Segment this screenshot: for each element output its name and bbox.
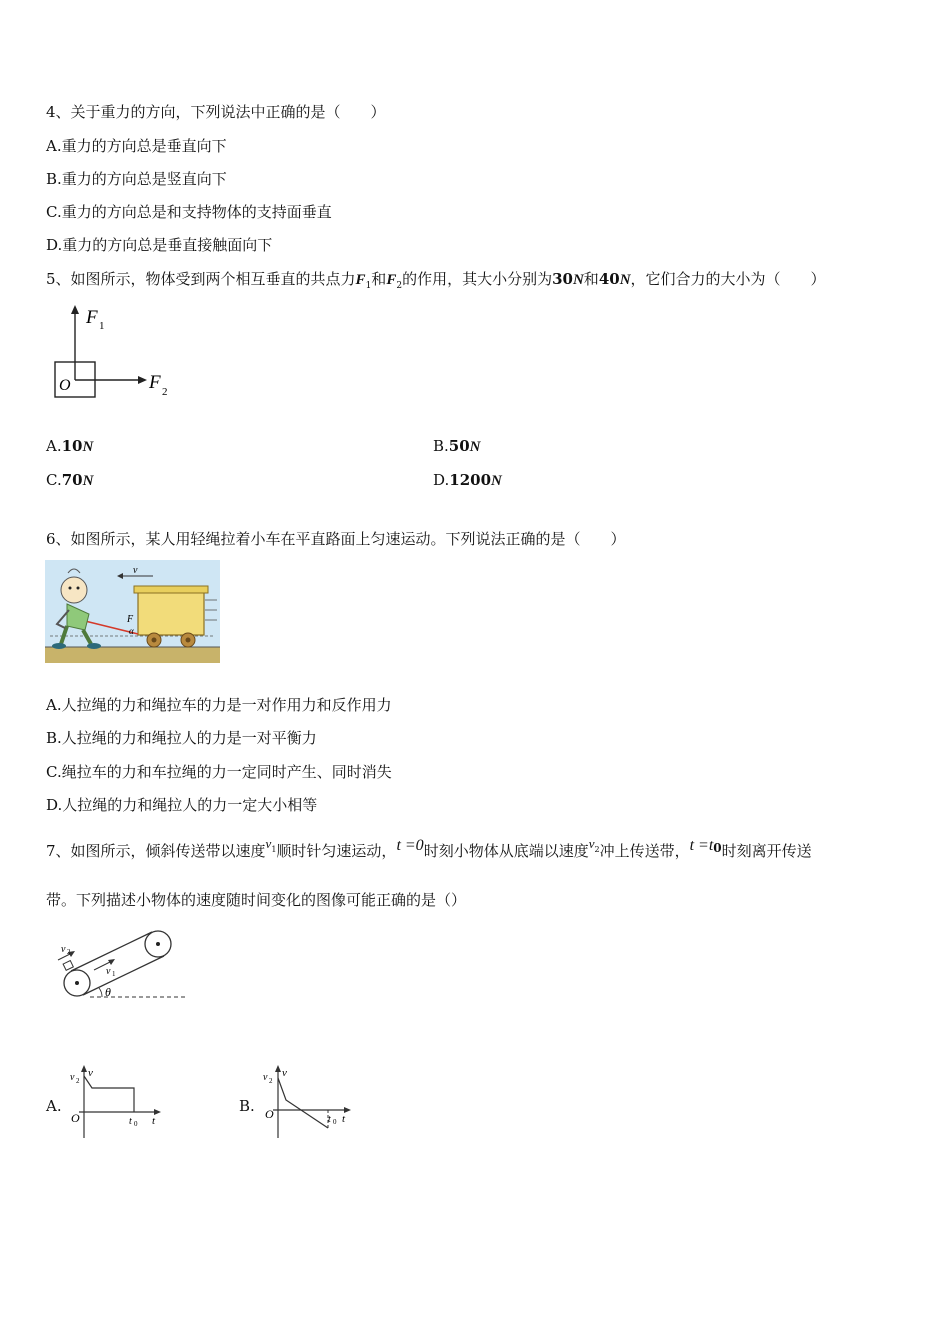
q7-fig-v1: v — [106, 966, 111, 977]
svg-text:0: 0 — [333, 1118, 337, 1126]
q7-conveyor-diagram — [50, 926, 190, 1006]
q5-option-b: B.50N — [433, 437, 481, 455]
q7-graph-a — [64, 1060, 174, 1142]
svg-text:v: v — [70, 1072, 75, 1083]
svg-text:t: t — [328, 1114, 331, 1125]
q5-fig-f2: F — [149, 372, 161, 393]
svg-text:O: O — [265, 1107, 274, 1121]
q6-cart-illustration — [45, 560, 220, 663]
svg-text:v: v — [88, 1067, 93, 1079]
q7-graph-b-curve — [278, 1078, 328, 1128]
q7-graph-b — [258, 1060, 358, 1142]
q5-force-diagram — [46, 300, 186, 405]
svg-text:2: 2 — [269, 1077, 273, 1085]
svg-text:t: t — [152, 1115, 156, 1127]
svg-text:v: v — [263, 1072, 268, 1083]
svg-text:t: t — [342, 1113, 346, 1125]
q6-option-a: A.人拉绳的力和绳拉车的力是一对作用力和反作用力 — [46, 696, 392, 714]
q5-fig-o: O — [59, 377, 71, 394]
q5-fig-f1-sub: 1 — [99, 320, 105, 332]
q4-option-a: A.重力的方向总是垂直向下 — [46, 137, 227, 155]
q6-fig-alpha: α — [129, 626, 134, 636]
q6-fig-f: F — [127, 614, 134, 625]
q4-option-b: B.重力的方向总是竖直向下 — [46, 170, 227, 188]
q6-option-b: B.人拉绳的力和绳拉人的力是一对平衡力 — [46, 729, 317, 747]
svg-text:0: 0 — [134, 1120, 138, 1128]
q7-graph-a-curve — [84, 1076, 134, 1112]
q5-option-d: D.1200N — [433, 471, 502, 489]
q6-option-c: C.绳拉车的力和车拉绳的力一定同时产生、同时消失 — [46, 763, 392, 781]
q6-stem: 6、如图所示，某人用轻绳拉着小车在平直路面上匀速运动。下列说法正确的是（ ） — [46, 530, 626, 548]
q7-option-b-label: B. — [239, 1097, 255, 1115]
q4-stem: 4、关于重力的方向，下列说法中正确的是（ ） — [46, 103, 386, 121]
q7-fig-theta: θ — [105, 985, 111, 999]
q5-option-a: A.10N — [46, 437, 94, 455]
q4-option-d: D.重力的方向总是垂直接触面向下 — [46, 236, 273, 254]
q5-fig-f2-sub: 2 — [162, 386, 168, 398]
svg-text:v: v — [282, 1067, 287, 1079]
svg-text:O: O — [71, 1111, 80, 1125]
q6-person-head — [61, 577, 87, 603]
svg-text:t: t — [129, 1116, 132, 1127]
q7-stem-line2: 带。下列描述小物体的速度随时间变化的图像可能正确的是（） — [46, 891, 467, 909]
svg-text:2: 2 — [67, 948, 71, 956]
q7-fig-v2: v — [61, 944, 66, 955]
q6-option-d: D.人拉绳的力和绳拉人的力一定大小相等 — [46, 796, 318, 814]
q4-option-c: C.重力的方向总是和支持物体的支持面垂直 — [46, 203, 332, 221]
q5-fig-f1: F — [86, 307, 98, 328]
svg-text:2: 2 — [76, 1077, 80, 1085]
q6-cart — [138, 591, 204, 635]
q5-option-c: C.70N — [46, 471, 94, 489]
q5-stem: 5、如图所示，物体受到两个相互垂直的共点力$F_1$和$F_2$的作用，其大小分别为30N和40N，它们合力的大小为（ ） — [46, 270, 826, 291]
q6-ground — [45, 647, 220, 663]
q6-fig-v: v — [133, 565, 138, 576]
q7-block — [63, 961, 73, 971]
svg-text:1: 1 — [112, 970, 116, 978]
q7-option-a-label: A. — [46, 1097, 62, 1115]
q7-stem-line1: 7、如图所示，倾斜传送带以速度$v_1$顺时针匀速运动，t =0时刻小物体从底端以速度$v_2$冲上传送带，$t =t^0$时刻离开传送 — [46, 836, 812, 860]
